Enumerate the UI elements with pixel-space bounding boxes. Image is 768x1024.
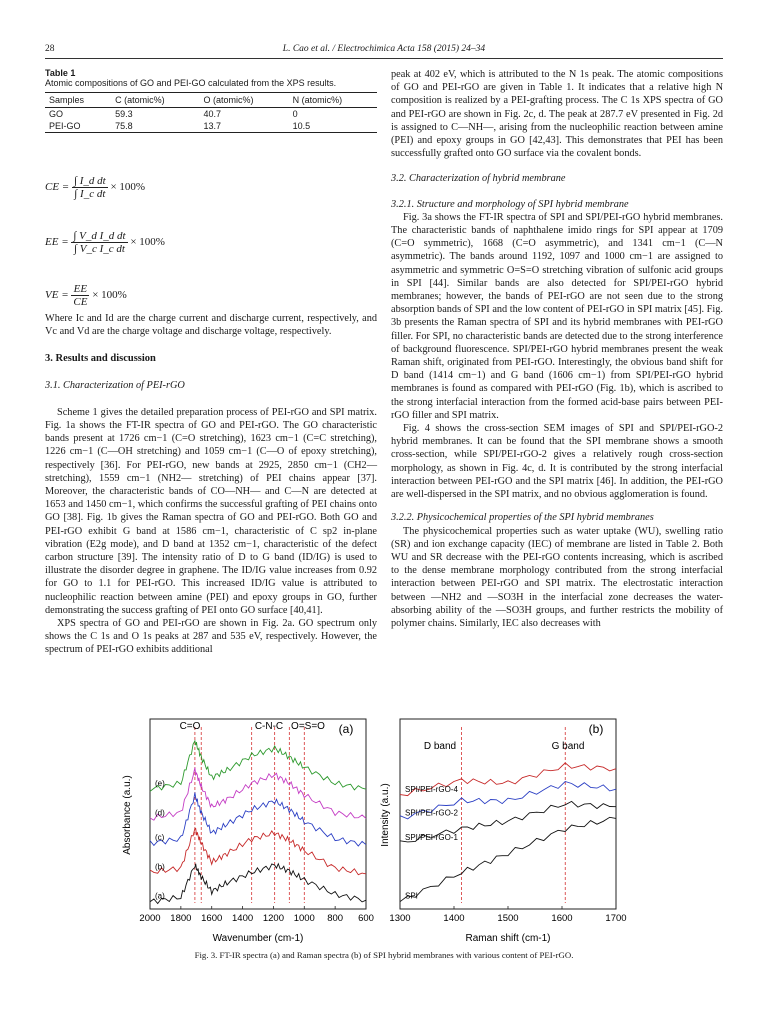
equation-ee [45, 230, 165, 255]
series-line [150, 864, 366, 904]
series-label: (b) [155, 862, 165, 872]
table-label: Table 1 [45, 68, 76, 78]
body-paragraph: Fig. 4 shows the cross-section SEM images of SPI and SPI/PEI-rGO-2 hybrid membranes. It can be found that the SPI membrane shows a smooth cross-section, while SPI/PEI-rGO-2 gives a relatively rough cross-section morphology, as shown in Fig. 4c, d. It is contributed by the strong interfacial interaction between PEI-rGO and the SPI matrix [46]. In addition, the PEI-rGO are well-dispersed in the SPI matrix, and no obvious agglomeration is found. [391, 423, 723, 501]
subsection-heading: 3.2.2. Physicochemical properties of the SPI hybrid membranes [391, 512, 654, 524]
eq-numerator: EE [71, 283, 89, 296]
running-header: L. Cao et al. / Electrochimica Acta 158 (2015) 24–34 [282, 44, 486, 54]
panel-a-plot [139, 727, 374, 924]
figure-caption: Fig. 3. FT-IR spectra (a) and Raman spectra (b) of SPI hybrid membranes with various content of PEI-rGO. [194, 950, 574, 960]
x-tick-label: 1700 [605, 913, 627, 924]
table-row [45, 120, 377, 133]
table-cell: 75.8 [111, 120, 199, 133]
series-label: (d) [155, 808, 165, 818]
band-label: G band [551, 741, 585, 752]
band-label: O=S=O [291, 721, 325, 732]
x-tick-label: 1600 [551, 913, 573, 924]
panel-a-xlabel: Wavenumber (cm-1) [212, 933, 304, 944]
table-caption: Atomic compositions of GO and PEI-GO calculated from the XPS results. [45, 78, 337, 88]
x-tick-label: 1500 [497, 913, 519, 924]
eq-denominator: ∫ I_c dt [74, 188, 106, 200]
body-paragraph: peak at 402 eV, which is attributed to the N 1s peak. The atomic compositions of GO and PEI-rGO are given in Table 1. It indicates that a relative high N composition is realized by a PEI-grafting process. The C 1s XPS spectra of GO and PEI-rGO are shown in Fig. 2c, d. The peak at 287.7 eV presented in Fig. 2d is assigned to C—NH—, arising from the nucleophilic reaction between amine (PEI) and epoxy groups in GO [42,43]. This demonstrates that PEI has been successfully grafted onto GO surface via the covalent bonds. [391, 69, 723, 160]
panel-b-xlabel: Raman shift (cm-1) [465, 933, 551, 944]
series-label: (e) [155, 779, 165, 789]
series-line [400, 817, 616, 901]
series-label: SPI/PEI-rGO-1 [405, 833, 458, 843]
body-paragraph: Scheme 1 gives the detailed preparation process of PEI-rGO and SPI matrix. Fig. 1a shows the FT-IR spectra of GO and PEI-rGO. The GO characteristic bands present at 1726 cm−1 (C=O stretching), 1623 cm−1 (C=C stretching), 1226 cm−1 (C—OH stretching) and 1059 cm−1 (C—O of epoxy stretching), respectively [36]. For PEI-rGO, new bands at 2925, 2850 cm−1 (CH2— stretching), 1559 cm−1 (NH2— stretching) of PEI chains appear [37]. Moreover, the characteristic bands of CO—NH— and C—N are detected at 1653 and 1450 cm−1, which confirms the successful grafting of PEI chains onto GO [38]. Fig. 1b gives the Raman spectra of GO and PEI-rGO. Both GO and PEI-rGO exhibit G band at 1586 cm−1, characteristic of C sp2 in-plane vibration (E2g mode), and D band at 1352 cm−1, characteristic of the defect carbon structure [39]. The intensity ratio of D to G band (ID/IG) is used to illustrate the disorder degree in graphene. The ID/IG value increases from 0.92 for GO to 1.1 for PEI-rGO. This increased ID/IG value is attributed to nucleophilic reaction between amine (PEI) and epoxy groups in GO, further demonstrating the success grafting of PEI onto GO surface [40,41]. [45, 406, 377, 616]
eq-numerator: ∫ V_d I_d dt [73, 230, 126, 242]
table-cell: 0 [292, 109, 298, 119]
series-line [150, 741, 366, 792]
body-paragraph: The physicochemical properties such as water uptake (WU), swelling ratio (SR) and ion exchange capacity (IEC) of membrane are listed in Table 2. Both WU and SR decrease with the PEI-rGO contents increasing, which is ascribed to the dense membrane morphology contributed from the strong interfacial interaction between PEI-rGO and SPI matrix. The electrostatic interaction between —NH2 and —SO3H in the interfacial zone decreases the water-absorbing ability of the —SO3H groups, and further restricts the mobility of polymer chains. Similarly, IEC also decreases with [391, 525, 723, 629]
left-column [45, 312, 377, 657]
x-tick-label: 2000 [139, 913, 161, 924]
subsection-heading: 3.1. Characterization of PEI-rGO [45, 379, 185, 391]
equation-ce [45, 175, 145, 200]
page-number: 28 [45, 44, 55, 54]
eq-tail: × 100% [92, 289, 127, 302]
eq-tail: × 100% [130, 236, 165, 249]
right-column [391, 68, 723, 630]
panel-a-frame [150, 719, 366, 909]
series-label: (c) [155, 833, 165, 843]
x-tick-label: 1400 [232, 913, 254, 924]
composition-table [45, 92, 377, 133]
subsection-heading: 3.2. Characterization of hybrid membrane [391, 173, 566, 185]
body-paragraph: Fig. 3a shows the FT-IR spectra of SPI and SPI/PEI-rGO hybrid membranes. The characteristic bands of naphthalene imido rings for SPI appear at 1709 (C=O symmetric), 1668 (C=O asymmetric), and 1341 cm−1 (C—N asymmetric). The bands around 1192, 1097 and 1000 cm−1 are assigned to asymmetric and symmetric O=S=O stretching vibration of sulfonic acid groups in SPI [44]. Similar bands are also detected for SPI/PEI-rGO hybrid membranes; however, the bands of PEI-rGO are not seen due to the strong absorption bands of SPI and the low content of PEI-rGO in SPI matrix [45]. Fig. 3b presents the Raman spectra of SPI and its hybrid membranes with PEI-rGO filler. For SPI, no characteristic bands are detected due to the strong interference of background fluorescence. SPI/PEI-rGO hybrid membranes present the weak Raman shift, originated from PEI-rGO. Interestingly, the obvious band shift for D band (1414 cm−1) and G band (1606 cm−1) from SPI/PEI-rGO hybrid membranes is found as compared with PEI-rGO (Fig. 1b), which is ascribed to the strong interfacial interaction from the formed acid-base pairs between PEI-rGO filler and SPI matrix. [391, 211, 723, 421]
x-tick-label: 800 [327, 913, 344, 924]
series-label: (a) [155, 891, 165, 901]
eq-lhs: CE = [45, 181, 70, 194]
panel-b-label: (b) [588, 722, 604, 736]
x-tick-label: 1800 [170, 913, 192, 924]
x-tick-label: 1000 [293, 913, 315, 924]
table-cell: GO [49, 109, 64, 119]
series-label: SPI/PEI-rGO-4 [405, 785, 458, 794]
panel-a-label: (a) [338, 722, 354, 736]
series-label: SPI/PEI-rGO-2 [405, 808, 458, 818]
table-cell: 13.7 [199, 120, 288, 133]
where-paragraph: Where Ic and Id are the charge current and discharge current, respectively, and Vc and Vd are the charge voltage and discharge voltage, respectively. [45, 313, 377, 338]
table-cell: 40.7 [203, 109, 221, 119]
col-header: Samples [45, 93, 111, 108]
table-cell: 10.5 [289, 120, 377, 133]
eq-tail: × 100% [110, 181, 146, 194]
eq-lhs: VE = [45, 289, 69, 302]
series-label: SPI [405, 891, 418, 901]
band-label: C=O [179, 721, 201, 732]
subsection-heading: 3.2.1. Structure and morphology of SPI hybrid membrane [391, 198, 629, 210]
eq-denominator: CE [73, 296, 88, 308]
table-row [45, 108, 377, 121]
x-tick-label: 1200 [262, 913, 284, 924]
x-tick-label: 1300 [389, 913, 411, 924]
body-paragraph: XPS spectra of GO and PEI-rGO are shown in Fig. 2a. GO spectrum only shows the C 1s and O 1s peaks at 287 and 535 eV, respectively. However, the spectrum of PEI-rGO exhibits additional [45, 618, 377, 656]
band-label: D band [423, 741, 457, 752]
eq-denominator: ∫ V_c I_c dt [73, 243, 125, 255]
eq-lhs: EE = [45, 236, 69, 249]
panel-b-ylabel: Intensity (a.u.) [380, 783, 391, 847]
col-header: N (atomic%) [289, 93, 377, 108]
x-tick-label: 1600 [201, 913, 223, 924]
equation-ve [45, 283, 127, 308]
table-cell: 59.3 [115, 109, 133, 119]
col-header: C (atomic%) [111, 93, 199, 108]
table-1 [45, 68, 377, 133]
eq-numerator: ∫ I_d dt [73, 175, 106, 187]
col-header: O (atomic%) [199, 93, 288, 108]
header-rule [45, 58, 723, 59]
series-line [150, 792, 366, 846]
figure-3-svg [118, 715, 648, 947]
table-cell: PEI-GO [45, 120, 111, 133]
series-line [150, 768, 366, 821]
figure-3 [118, 715, 648, 947]
section-heading: 3. Results and discussion [45, 353, 156, 365]
x-tick-label: 600 [358, 913, 374, 924]
panel-a-ylabel: Absorbance (a.u.) [122, 775, 133, 855]
panel-b-plot [389, 727, 626, 924]
x-tick-label: 1400 [443, 913, 465, 924]
band-label: C-N-C [254, 721, 284, 732]
